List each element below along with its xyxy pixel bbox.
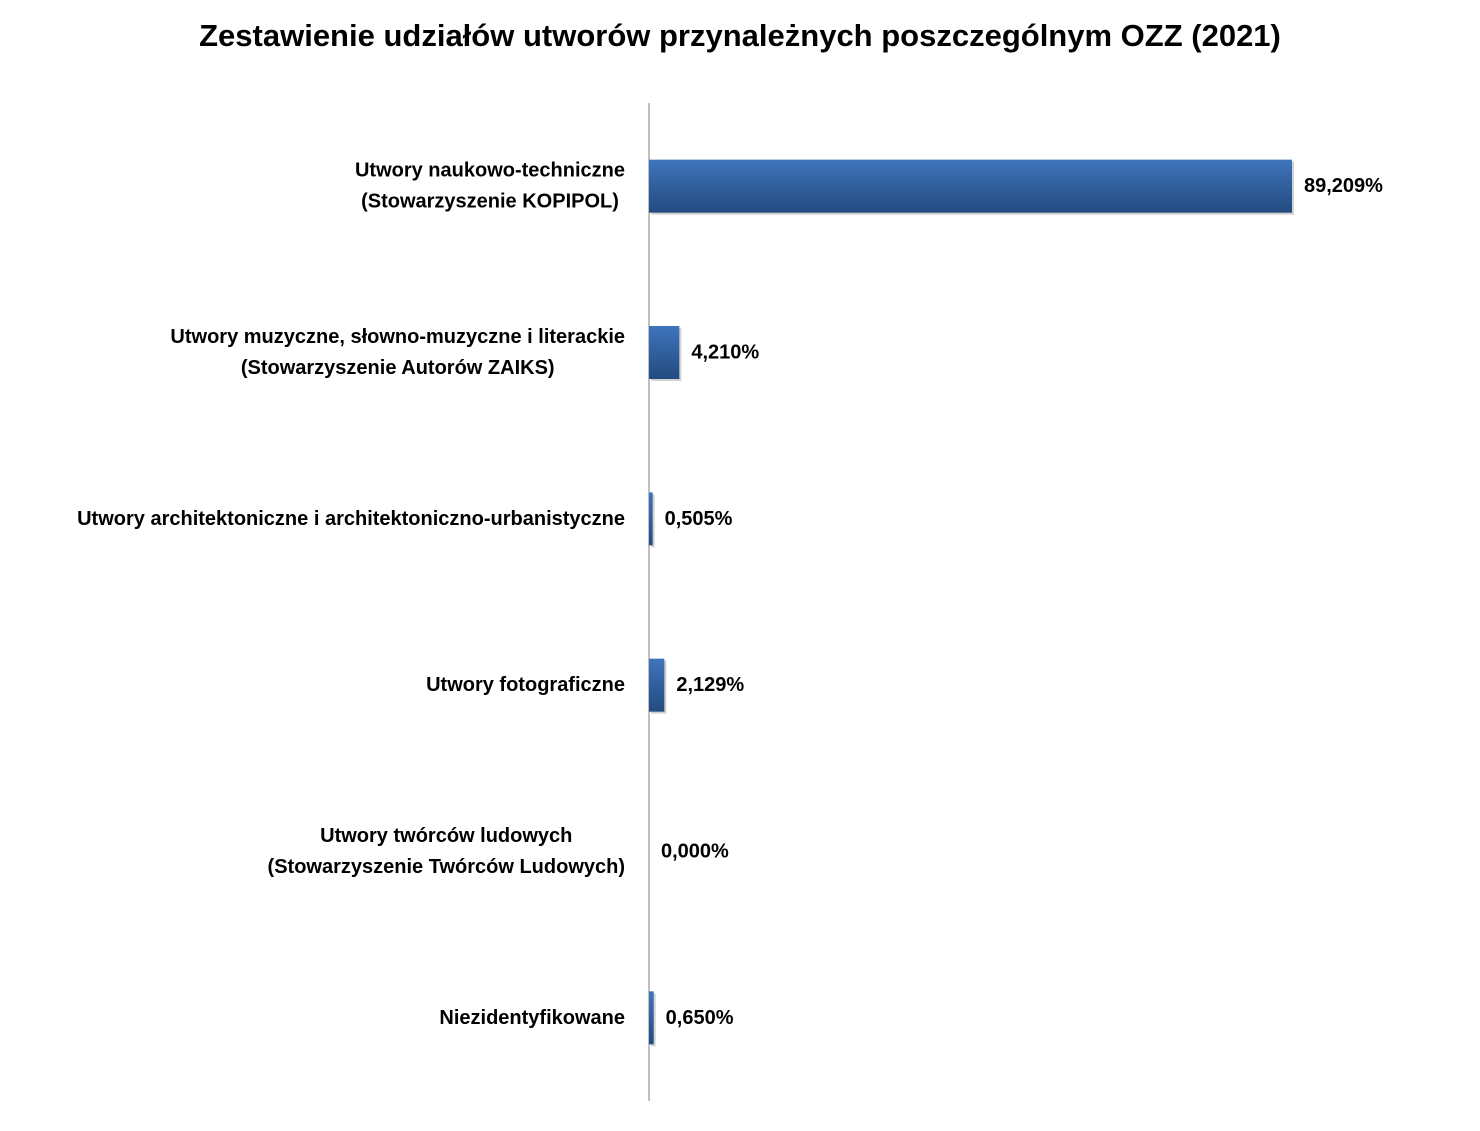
category-label	[77, 508, 625, 530]
category-label-line: Utwory muzyczne, słowno-muzyczne i literackie	[170, 326, 625, 348]
category-label-line: Utwory fotograficzne	[426, 674, 625, 697]
chart-title: Zestawienie udziałów utworów przynależnych poszczególnym OZZ (2021)	[199, 18, 1281, 53]
category-label-line: (Stowarzyszenie KOPIPOL)	[361, 190, 619, 213]
category-label-line: Utwory architektoniczne i architektoniczno-urbanistyczne	[77, 507, 625, 530]
bar-value-label: 0,000%	[661, 840, 729, 863]
category-label-line: Niezidentyfikowane	[439, 1006, 625, 1029]
bar	[649, 991, 654, 1044]
bar-value-label: 0,650%	[665, 1006, 734, 1029]
category-label-line: (Stowarzyszenie Twórców Ludowych)	[267, 856, 625, 878]
bar	[649, 659, 664, 712]
category-label	[426, 674, 625, 696]
bar-value-label: 4,210%	[691, 341, 760, 364]
category-label	[439, 1007, 625, 1029]
category-label-line: Utwory naukowo-techniczne	[354, 159, 625, 182]
category-label-line: (Stowarzyszenie Autorów ZAIKS)	[240, 357, 555, 379]
bar-value-label: 2,129%	[676, 674, 745, 697]
category-label	[268, 825, 625, 878]
bar-value-label: 89,209%	[1304, 175, 1383, 198]
category-label	[355, 160, 625, 213]
bar	[649, 326, 679, 379]
bar-value-label: 0,505%	[664, 507, 733, 530]
category-label-line: Utwory twórców ludowych	[320, 825, 573, 847]
bar	[649, 492, 653, 545]
category-label	[170, 326, 625, 379]
bar	[649, 160, 1292, 213]
